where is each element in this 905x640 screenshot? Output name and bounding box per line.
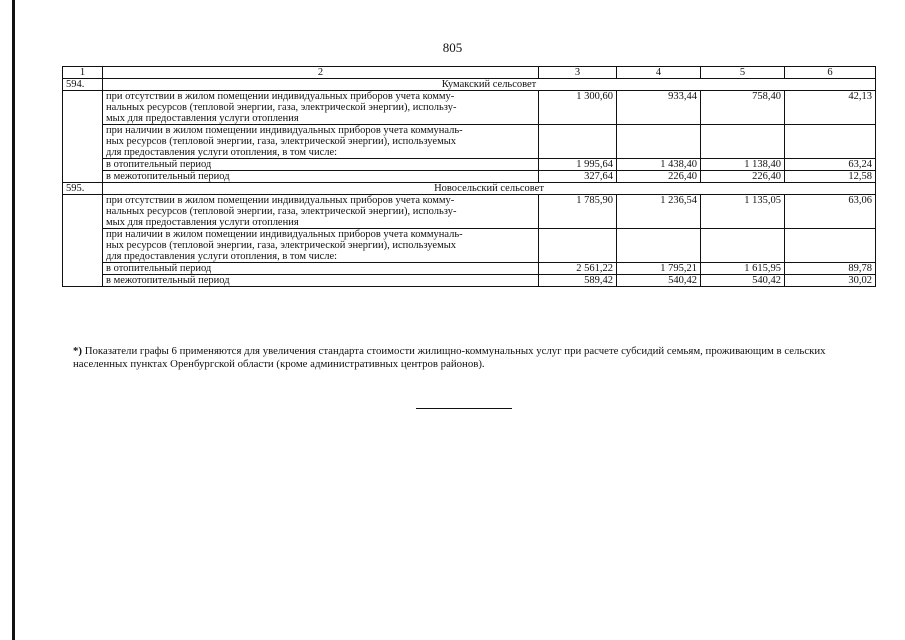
value-col-4: 1 438,40 [617, 159, 701, 171]
value-col-6: 89,78 [785, 263, 876, 275]
row-description [103, 125, 539, 159]
description-line: нальных ресурсов (тепловой энергии, газа, электрической энергии), использу- [106, 102, 457, 113]
section-code: 594. [63, 79, 103, 91]
description-line: мых для предоставления услуги отопления [106, 113, 299, 124]
value-col-4: 226,40 [617, 171, 701, 183]
row-description [103, 91, 539, 125]
section-name: Кумакский сельсовет [103, 79, 876, 91]
table-row [63, 91, 876, 125]
description-line: при отсутствии в жилом помещении индивидуальных приборов учета комму- [106, 91, 455, 102]
footnote-text: Показатели графы 6 применяются для увеличения стандарта стоимости жилищно-коммунальных услуг при расчете субсидий семьям, проживающим в сельских населенных пунктах Оренбургской области (кроме административных центров районов). [73, 345, 826, 370]
row-description [103, 263, 539, 275]
description-line: в межотопительный период [106, 275, 230, 286]
value-col-6 [785, 229, 876, 263]
value-col-4: 1 236,54 [617, 195, 701, 229]
description-line: для предоставления услуги отопления, в том числе: [106, 251, 338, 262]
value-col-4 [617, 125, 701, 159]
table-row [63, 125, 876, 159]
header-cell: 6 [785, 67, 876, 79]
section-row [63, 183, 876, 195]
description-line: для предоставления услуги отопления, в том числе: [106, 147, 338, 158]
header-cell: 3 [539, 67, 617, 79]
blank-code-cell [63, 91, 103, 183]
header-cell: 4 [617, 67, 701, 79]
table-body [63, 67, 876, 287]
table-row [63, 229, 876, 263]
description-line: в отопительный период [106, 159, 212, 170]
footnote [73, 345, 863, 371]
row-description [103, 229, 539, 263]
table-header-row [63, 67, 876, 79]
page-number: 805 [442, 40, 463, 55]
value-col-4: 540,42 [617, 275, 701, 287]
value-col-6: 63,24 [785, 159, 876, 171]
header-cell: 1 [63, 67, 103, 79]
row-description [103, 195, 539, 229]
left-margin-bar [12, 0, 15, 640]
value-col-3: 2 561,22 [539, 263, 617, 275]
value-col-4: 933,44 [617, 91, 701, 125]
value-col-6 [785, 125, 876, 159]
description-line: при отсутствии в жилом помещении индивидуальных приборов учета комму- [106, 195, 455, 206]
value-col-3: 1 785,90 [539, 195, 617, 229]
section-code: 595. [63, 183, 103, 195]
description-line: нальных ресурсов (тепловой энергии, газа, электрической энергии), использу- [106, 206, 457, 217]
value-col-5: 226,40 [701, 171, 785, 183]
row-description [103, 159, 539, 171]
section-name: Новосельский сельсовет [103, 183, 876, 195]
value-col-3: 327,64 [539, 171, 617, 183]
value-col-3: 1 995,64 [539, 159, 617, 171]
description-line: при наличии в жилом помещении индивидуальных приборов учета коммуналь- [106, 125, 463, 136]
description-line: ных ресурсов (тепловой энергии, газа, электрической энергии), используемых [106, 240, 457, 251]
value-col-3 [539, 125, 617, 159]
row-description [103, 171, 539, 183]
table-row [63, 159, 876, 171]
blank-code-cell [63, 195, 103, 287]
value-col-3: 1 300,60 [539, 91, 617, 125]
value-col-5: 1 615,95 [701, 263, 785, 275]
value-col-6: 12,58 [785, 171, 876, 183]
value-col-3 [539, 229, 617, 263]
value-col-5: 1 135,05 [701, 195, 785, 229]
value-col-5 [701, 229, 785, 263]
description-line: при наличии в жилом помещении индивидуальных приборов учета коммуналь- [106, 229, 463, 240]
value-col-5: 540,42 [701, 275, 785, 287]
value-col-6: 30,02 [785, 275, 876, 287]
table-row [63, 263, 876, 275]
footnote-mark: *) [73, 345, 82, 357]
value-col-4: 1 795,21 [617, 263, 701, 275]
value-col-3: 589,42 [539, 275, 617, 287]
value-col-5: 1 138,40 [701, 159, 785, 171]
table-row [63, 171, 876, 183]
value-col-5 [701, 125, 785, 159]
description-line: в межотопительный период [106, 171, 230, 182]
description-line: ных ресурсов (тепловой энергии, газа, электрической энергии), используемых [106, 136, 457, 147]
value-col-6: 63,06 [785, 195, 876, 229]
section-row [63, 79, 876, 91]
separator-line [416, 408, 512, 409]
value-col-5: 758,40 [701, 91, 785, 125]
description-line: мых для предоставления услуги отопления [106, 217, 299, 228]
table-row [63, 195, 876, 229]
value-col-6: 42,13 [785, 91, 876, 125]
header-cell: 5 [701, 67, 785, 79]
tariff-table [62, 66, 876, 287]
header-cell: 2 [103, 67, 539, 79]
value-col-4 [617, 229, 701, 263]
description-line: в отопительный период [106, 263, 212, 274]
row-description [103, 275, 539, 287]
table-row [63, 275, 876, 287]
